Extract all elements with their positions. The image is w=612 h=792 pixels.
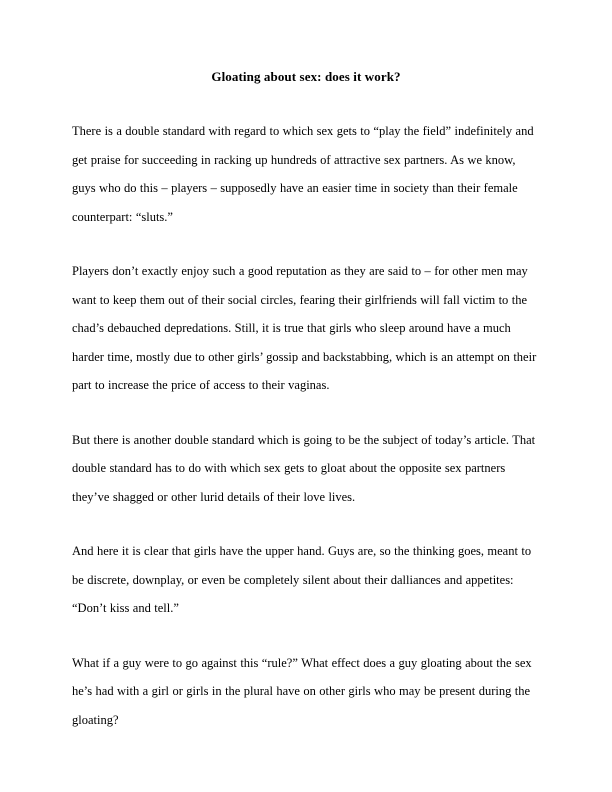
paragraph-5: What if a guy were to go against this “rule?” What effect does a guy gloating about the sex he’s had with a girl or girls in the plural have on other girls who may be present during the gloating?	[72, 655, 532, 727]
paragraph-4: And here it is clear that girls have the upper hand. Guys are, so the thinking goes, meant to be discrete, downplay, or even be completely silent about their dalliances and appetites: “Don’t kiss and tell.”	[72, 544, 532, 615]
paragraph-3: But there is another double standard which is going to be the subject of today’s article. That double standard has to do with which sex gets to gloat about the opposite sex partners they’ve shagged or other lurid details of their love lives.	[72, 432, 536, 504]
paragraph-1: There is a double standard with regard to which sex gets to “play the field” indefinitely and get praise for succeeding in racking up hundreds of attractive sex partners. As we know, guys who do this – players – supposedly have an easier time in society than their female counterpart: “sluts.”	[72, 124, 534, 224]
paragraph-2: Players don’t exactly enjoy such a good reputation as they are said to – for other men may want to keep them out of their social circles, fearing their girlfriends will fall victim to the chad’s debauched depredations. Still, it is true that girls who sleep around have a much harder time, mostly due to other girls’ gossip and backstabbing, which is an attempt on their part to increase the price of access to their vaginas.	[72, 264, 537, 392]
document-title: Gloating about sex: does it work?	[211, 69, 401, 84]
